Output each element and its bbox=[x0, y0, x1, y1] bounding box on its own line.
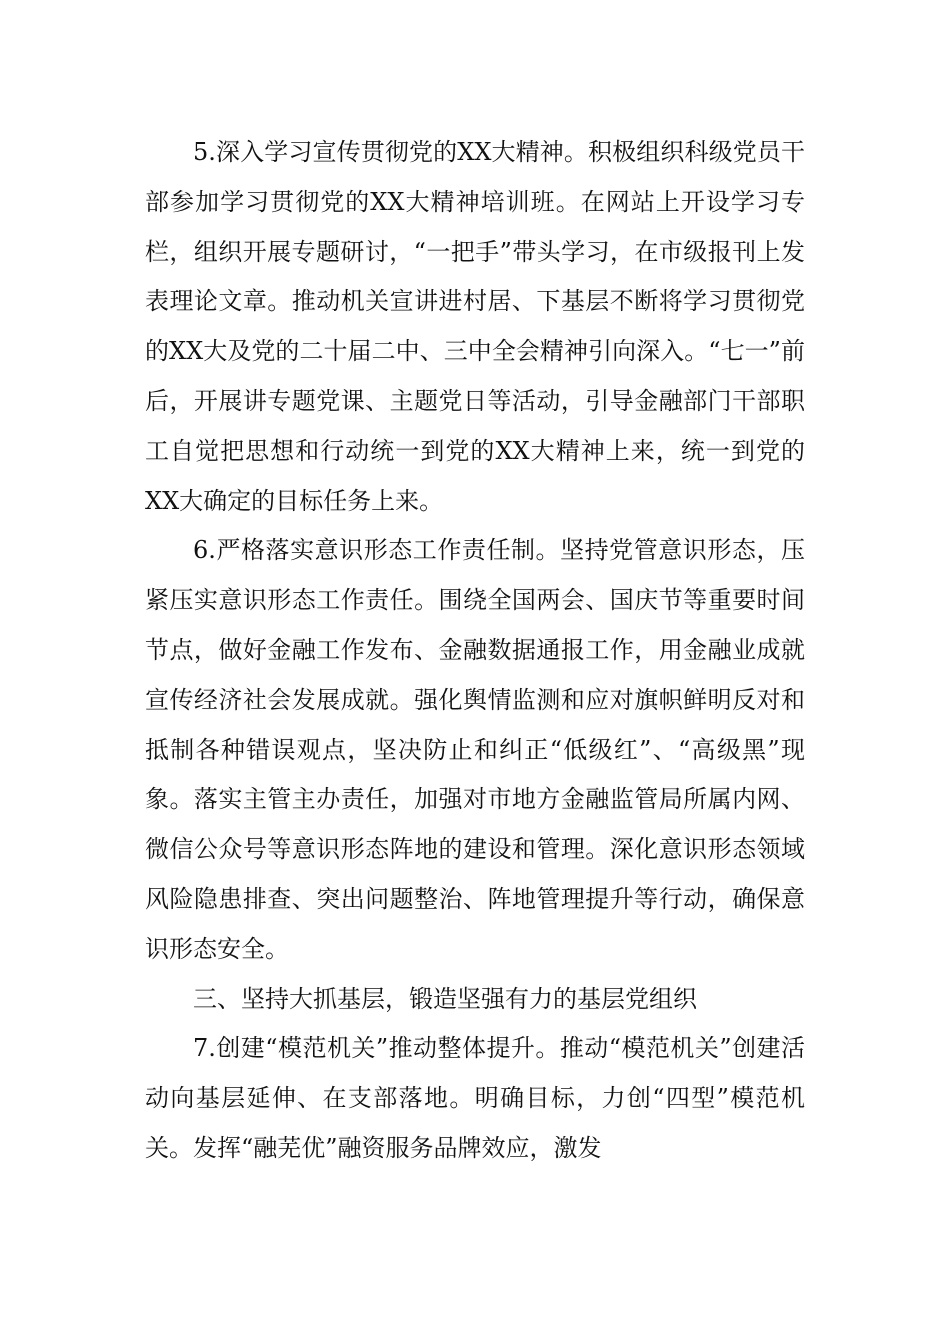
paragraph-item-6: 6.严格落实意识形态工作责任制。坚持党管意识形态，压紧压实意识形态工作责任。围绕全国两会、国庆节等重要时间节点，做好金融工作发布、金融数据通报工作，用金融业成就宣传经济社会发展成就。强化舆情监测和应对旗帜鲜明反对和抵制各种错误观点，坚决防止和纠正“低级红”、“高级黑”现象。落实主管主办责任，加强对市地方金融监管局所属内网、微信公众号等意识形态阵地的建设和管理。深化意识形态领域风险隐患排查、突出问题整治、阵地管理提升等行动，确保意识形态安全。 bbox=[145, 536, 805, 963]
document-page bbox=[145, 128, 805, 1174]
paragraph-item-5: 5.深入学习宣传贯彻党的XX大精神。积极组织科级党员干部参加学习贯彻党的XX大精神培训班。在网站上开设学习专栏，组织开展专题研讨，“一把手”带头学习，在市级报刊上发表理论文章。推动机关宣讲进村居、下基层不断将学习贯彻党的XX大及党的二十届二中、三中全会精神引向深入。“七一”前后，开展讲专题党课、主题党日等活动，引导金融部门干部职工自觉把思想和行动统一到党的XX大精神上来，统一到党的XX大确定的目标任务上来。 bbox=[145, 138, 805, 515]
section-heading: 三、坚持大抓基层，锻造坚强有力的基层党组织 bbox=[193, 984, 697, 1013]
paragraph-item-7: 7.创建“模范机关”推动整体提升。推动“模范机关”创建活动向基层延伸、在支部落地。明确目标，力创“四型”模范机关。发挥“融芜优”融资服务品牌效应，激发 bbox=[145, 1034, 805, 1162]
